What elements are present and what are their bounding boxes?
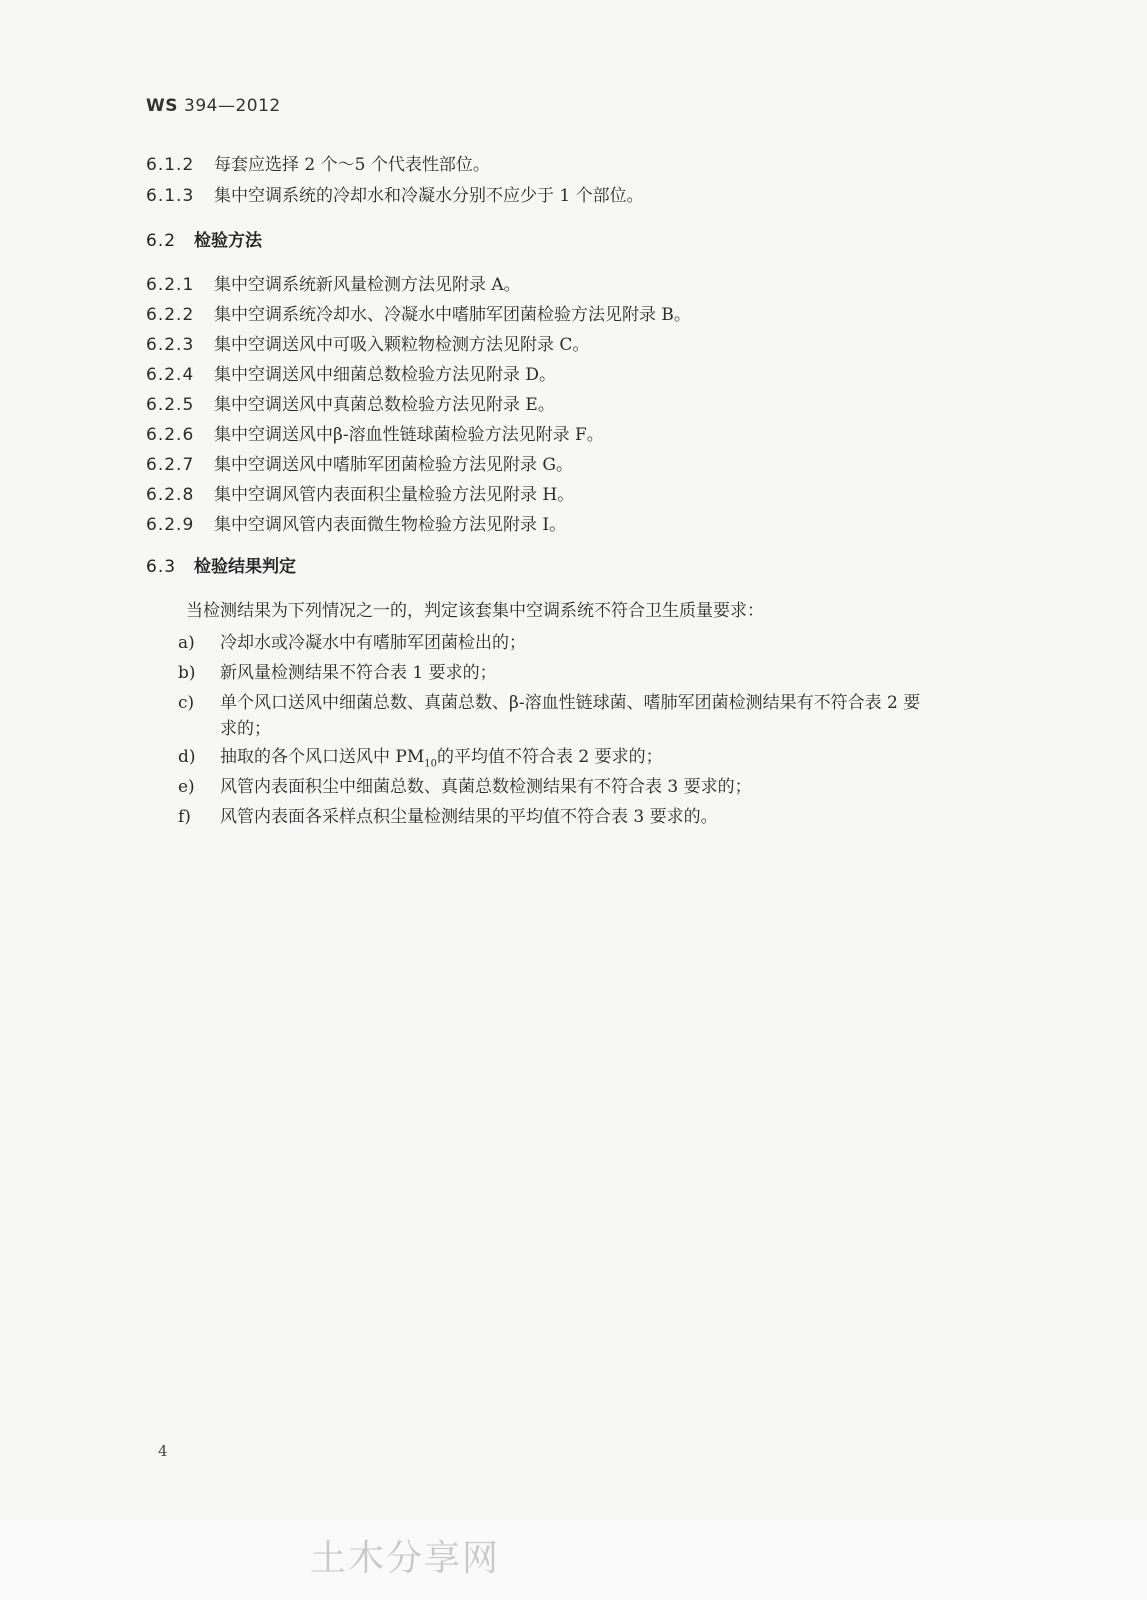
list-item-e: e) 风管内表面积尘中细菌总数、真菌总数检测结果有不符合表 3 要求的； — [178, 777, 752, 797]
list-item-b: b) 新风量检测结果不符合表 1 要求的； — [178, 663, 497, 683]
list-item-c: c) 单个风口送风中细菌总数、真菌总数、β-溶血性链球菌、嗜肺军团菌检测结果有不符合表 2 要 — [178, 693, 921, 713]
list-item-c-continuation: 求的； — [220, 719, 271, 739]
clause-6-1-3: 6.1.3 集中空调系统的冷却水和冷凝水分别不应少于 1 个部位。 — [146, 186, 644, 206]
standard-prefix: WS — [146, 96, 178, 116]
clause-6-2-5: 6.2.5 集中空调送风中真菌总数检验方法见附录 E。 — [146, 395, 555, 415]
clause-6-1-2: 6.1.2 每套应选择 2 个～5 个代表性部位。 — [146, 155, 490, 175]
list-item-f: f) 风管内表面各采样点积尘量检测结果的平均值不符合表 3 要求的。 — [178, 807, 718, 827]
clause-6-2-1: 6.2.1 集中空调系统新风量检测方法见附录 A。 — [146, 275, 521, 295]
footer-band — [0, 1520, 1147, 1600]
site-watermark: 土木分享网 — [310, 1538, 501, 1579]
section-6-3-heading: 6.3 检验结果判定 — [146, 557, 296, 577]
section-6-2-heading: 6.2 检验方法 — [146, 231, 262, 251]
clause-6-2-6: 6.2.6 集中空调送风中β-溶血性链球菌检验方法见附录 F。 — [146, 425, 604, 445]
judgment-intro: 当检测结果为下列情况之一的，判定该套集中空调系统不符合卫生质量要求： — [186, 601, 764, 621]
clause-6-2-9: 6.2.9 集中空调风管内表面微生物检验方法见附录 I。 — [146, 515, 567, 535]
page-number: 4 — [158, 1442, 168, 1460]
standard-number: 394—2012 — [184, 96, 281, 116]
clause-6-2-8: 6.2.8 集中空调风管内表面积尘量检验方法见附录 H。 — [146, 485, 575, 505]
clause-6-2-4: 6.2.4 集中空调送风中细菌总数检验方法见附录 D。 — [146, 365, 557, 385]
list-item-d: d) 抽取的各个风口送风中 $PM_{10}$的平均值不符合表 2 要求的； — [178, 747, 663, 770]
clause-6-2-2: 6.2.2 集中空调系统冷却水、冷凝水中嗜肺军团菌检验方法见附录 B。 — [146, 305, 691, 325]
clause-6-2-7: 6.2.7 集中空调送风中嗜肺军团菌检验方法见附录 G。 — [146, 455, 573, 475]
standard-code-header — [146, 96, 281, 116]
clause-6-2-3: 6.2.3 集中空调送风中可吸入颗粒物检测方法见附录 C。 — [146, 335, 590, 355]
list-item-a: a) 冷却水或冷凝水中有嗜肺军团菌检出的； — [178, 633, 526, 653]
